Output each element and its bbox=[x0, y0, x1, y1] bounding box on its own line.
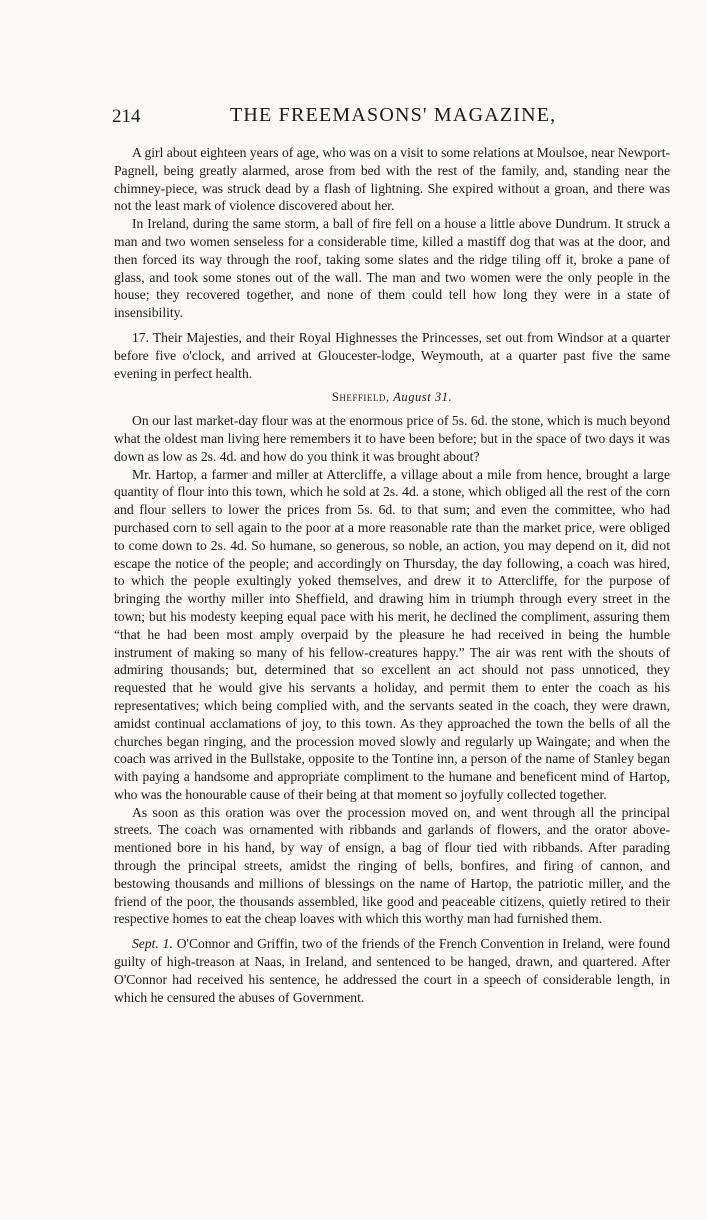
paragraph-royal-journey: 17. Their Majesties, and their Royal Highnesses the Princesses, set out from Windsor at a quarter before five o'clock, and arrived at Gloucester-lodge, Weymouth, at a quarter past five the same evening in perfect health. bbox=[114, 329, 670, 381]
paragraph-procession: As soon as this oration was over the procession moved on, and went through all the principal streets. The coach was ornamented with ribbands and garlands of flowers, and the orator above-mentioned bore in his hand, by way of ensign, a bag of flour tied with ribbands. After parading through the principal streets, amidst the ringing of bells, bonfires, and firing of cannon, and bestowing thousands and millions of blessings on the name of Hartop, the patriotic miller, and the friend of the poor, the thousands assembled, like good and peaceable citizens, quietly retired to their respective homes to eat the cheap loaves with which this worthy man had furnished them. bbox=[114, 804, 670, 927]
dateline-date: August 31. bbox=[393, 390, 453, 405]
paragraph-flour-price: On our last market-day flour was at the enormous price of 5s. 6d. the stone, which is much beyond what the oldest man living here remembers it to have been before; but in the space of two days it was down as low as 2s. 4d. and how do you think it was brought about? bbox=[114, 413, 670, 464]
running-head: THE FREEMASONS' MAGAZINE, bbox=[230, 104, 557, 126]
article-body bbox=[114, 144, 670, 1006]
page-header bbox=[112, 104, 672, 134]
paragraph-ireland-fireball: In Ireland, during the same storm, a ball of fire fell on a house a little above Dundrum. It struck a man and two women senseless for a considerable time, killed a mastiff dog that was at the door, and then forced its way through the roof, taking some slates and the ridge tiling off it, broke a pane of glass, and took some stones out of the wall. The man and two women were the only people in the house; they recovered together, and none of them could tell how long they were in a state of insensibility. bbox=[114, 216, 670, 321]
dateline bbox=[114, 389, 670, 407]
paragraph-oconnor bbox=[114, 935, 670, 1006]
paragraph-girl-lightning: A girl about eighteen years of age, who was on a visit to some relations at Moulsoe, near Newport-Pagnell, being greatly alarmed, arose from bed with the rest of the family, and, standing near the chimney-piece, was struck dead by a flash of lightning. She expired without a groan, and there was not the least mark of violence discovered about her. bbox=[114, 145, 670, 214]
paragraph-hartop: Mr. Hartop, a farmer and miller at Attercliffe, a village about a mile from hence, brought a large quantity of flour into this town, which he sold at 2s. 4d. a stone, which obliged all the rest of the corn and flour sellers to lower the prices from 5s. 6d. to that sum; and even the committee, who had purchased corn to sell again to the poor at a more reasonable rate than the market price, were obliged to come down to 2s. 4d. So humane, so generous, so noble, an action, you may depend on it, did not escape the notice of the people; and accordingly on Thursday, the day following, a coach was hired, to which the people exultingly yoked themselves, and drew it to Attercliffe, for the purpose of bringing the worthy miller into Sheffield, and drawing him in triumph through every street in the town; but his modesty keeping equal pace with his merit, he declined the compliment, assuring them “that he had been most amply overpaid by the pleasure he had received in being the humble instrument of making so many of his fellow-creatures happy.” The air was rent with the shouts of admiring thousands; but, determined that so excellent an act should not pass unnoticed, they requested that he would give his servants a holiday, and permit them to enter the coach as his representatives; which being complied with, and the servants seated in the coach, they were drawn, amidst continual acclamations of joy, to this town. As they approached the town the bells of all the churches began ringing, and the procession moved slowly and regularly up Waingate; and when the coach was arrived in the Bullstake, opposite to the Tontine inn, a person of the name of Stanley began with paying a handsome and appropriate compliment to the humane and beneficent mind of Hartop, who was the honourable cause of their being at that moment so joyfully collected together. bbox=[114, 466, 670, 802]
page-number: 214 bbox=[112, 106, 141, 127]
final-text: O'Connor and Griffin, two of the friends of the French Convention in Ireland, were found guilty of high-treason at Naas, in Ireland, and sentenced to be hanged, drawn, and quartered. After O'Connor had received his sentence, he addressed the court in a speech of considerable length, in which he censured the abuses of Government. bbox=[114, 936, 670, 1005]
final-lead: Sept. 1. bbox=[132, 936, 173, 952]
dateline-place: Sheffield, bbox=[331, 390, 390, 405]
